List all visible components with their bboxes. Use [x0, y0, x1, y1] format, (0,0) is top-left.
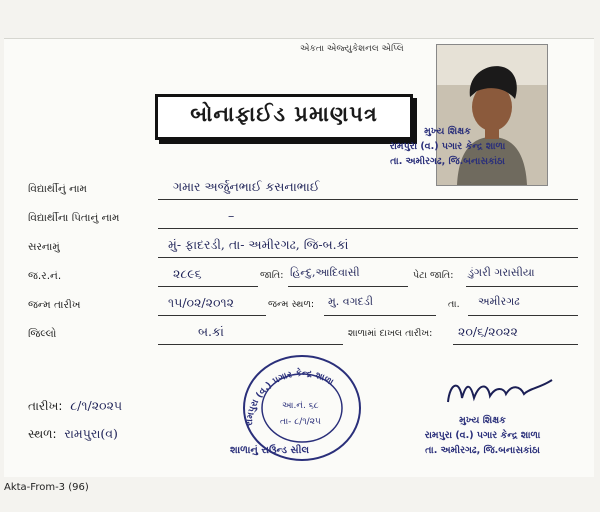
- place-value: રામપુરા(વ): [64, 426, 118, 441]
- row-father-name: [28, 208, 568, 232]
- underline: [288, 286, 408, 287]
- dob-label: જન્મ તારીખ: [28, 299, 81, 311]
- head-sig-line3: તા. અમીરગઢ, જિ.બનાસકાંઠા: [425, 445, 540, 456]
- underline: [158, 257, 578, 258]
- school-header-line3: તા. અમીરગઢ, જિ.બનાસકાંઠા: [390, 156, 505, 167]
- subcaste-label: પેટા જાતિ:: [413, 270, 454, 281]
- address-label: સરનામું: [28, 241, 60, 253]
- place-line: [28, 426, 118, 442]
- row-address: [28, 237, 568, 261]
- seal-number: આ.નં. ૬૮: [282, 401, 319, 411]
- certificate-title: બોનાફાઈડ પ્રમાણપત્ર: [190, 102, 378, 126]
- taluka-label: તા.: [448, 299, 460, 310]
- dob-value: ૧૫/૦૨/૨૦૧૨: [168, 295, 234, 310]
- head-sig-line2: રામપુરા (વ.) પગાર કેન્દ્ર શાળા: [424, 430, 541, 441]
- caste-label: જાતિ:: [260, 270, 284, 281]
- gr-label: જ.ર.નં.: [28, 270, 62, 282]
- place-label: સ્થળ:: [28, 427, 57, 441]
- admission-label: શાળામાં દાખલ તારીખ:: [348, 328, 433, 339]
- underline: [453, 344, 578, 345]
- head-sig-line1: મુખ્ય શિક્ષક: [459, 415, 506, 426]
- birthplace-label: જન્મ સ્થળ:: [268, 299, 315, 310]
- date-value: ૮/૧/૨૦૨૫: [70, 398, 123, 413]
- row-district: [28, 324, 568, 348]
- date-label: તારીખ:: [28, 399, 63, 413]
- underline: [158, 315, 266, 316]
- underline: [324, 315, 436, 316]
- taluka-value: અમીરગઢ: [478, 295, 520, 308]
- round-seal-caption: શાળાનું રાઉન્ડ સીલ: [230, 445, 310, 456]
- school-header-line1: મુખ્ય શિક્ષક: [424, 126, 471, 137]
- underline: [466, 286, 578, 287]
- row-student-name: [28, 179, 568, 203]
- father-name-label: વિદ્યાર્થીના પિતાનું નામ: [28, 212, 120, 224]
- school-header-line2: રામપુરા (વ.) પગાર કેન્દ્ર શાળા: [389, 141, 506, 152]
- top-note: એકતા એજ્યુકેશનલ એપ્લિ: [300, 44, 404, 54]
- head-teacher-signature: [440, 372, 560, 412]
- admission-value: ૨૦/૬/૨૦૨૨: [458, 324, 518, 339]
- underline: [468, 315, 578, 316]
- gr-value: ૨૮૯૬: [173, 266, 202, 281]
- head-teacher-block: [395, 413, 570, 458]
- birthplace-value: મુ. વગદડી: [328, 295, 373, 308]
- underline: [158, 228, 578, 229]
- district-label: જિલ્લો: [28, 328, 57, 340]
- row-gr-caste: [28, 266, 568, 290]
- date-line: [28, 398, 122, 414]
- underline: [158, 199, 578, 200]
- school-header: [360, 124, 535, 169]
- form-footer: Akta-From-3 (96): [4, 482, 89, 493]
- row-dob: [28, 295, 568, 319]
- address-value: મું- ફાદરડી, તા- અમીરગઢ, જિ-બ.કાં: [168, 237, 349, 252]
- seal-ring-text: રામપુરા (વ.) પગાર કેન્દ્ર શાળા: [244, 368, 335, 427]
- district-value: બ.કાં: [198, 324, 224, 339]
- student-name-value: ગમાર અર્જુનભાઈ કસનાભાઈ: [173, 179, 320, 194]
- subcaste-value: ડુંગરી ગરાસીયા: [468, 266, 535, 279]
- caste-value: હિન્દુ,આદિવાસી: [290, 266, 360, 279]
- underline: [158, 286, 258, 287]
- seal-date: તા- ૮/૧/૨૫: [280, 417, 321, 427]
- father-name-value: –: [228, 208, 235, 223]
- underline: [158, 344, 343, 345]
- student-name-label: વિદ્યાર્થીનું નામ: [28, 183, 87, 195]
